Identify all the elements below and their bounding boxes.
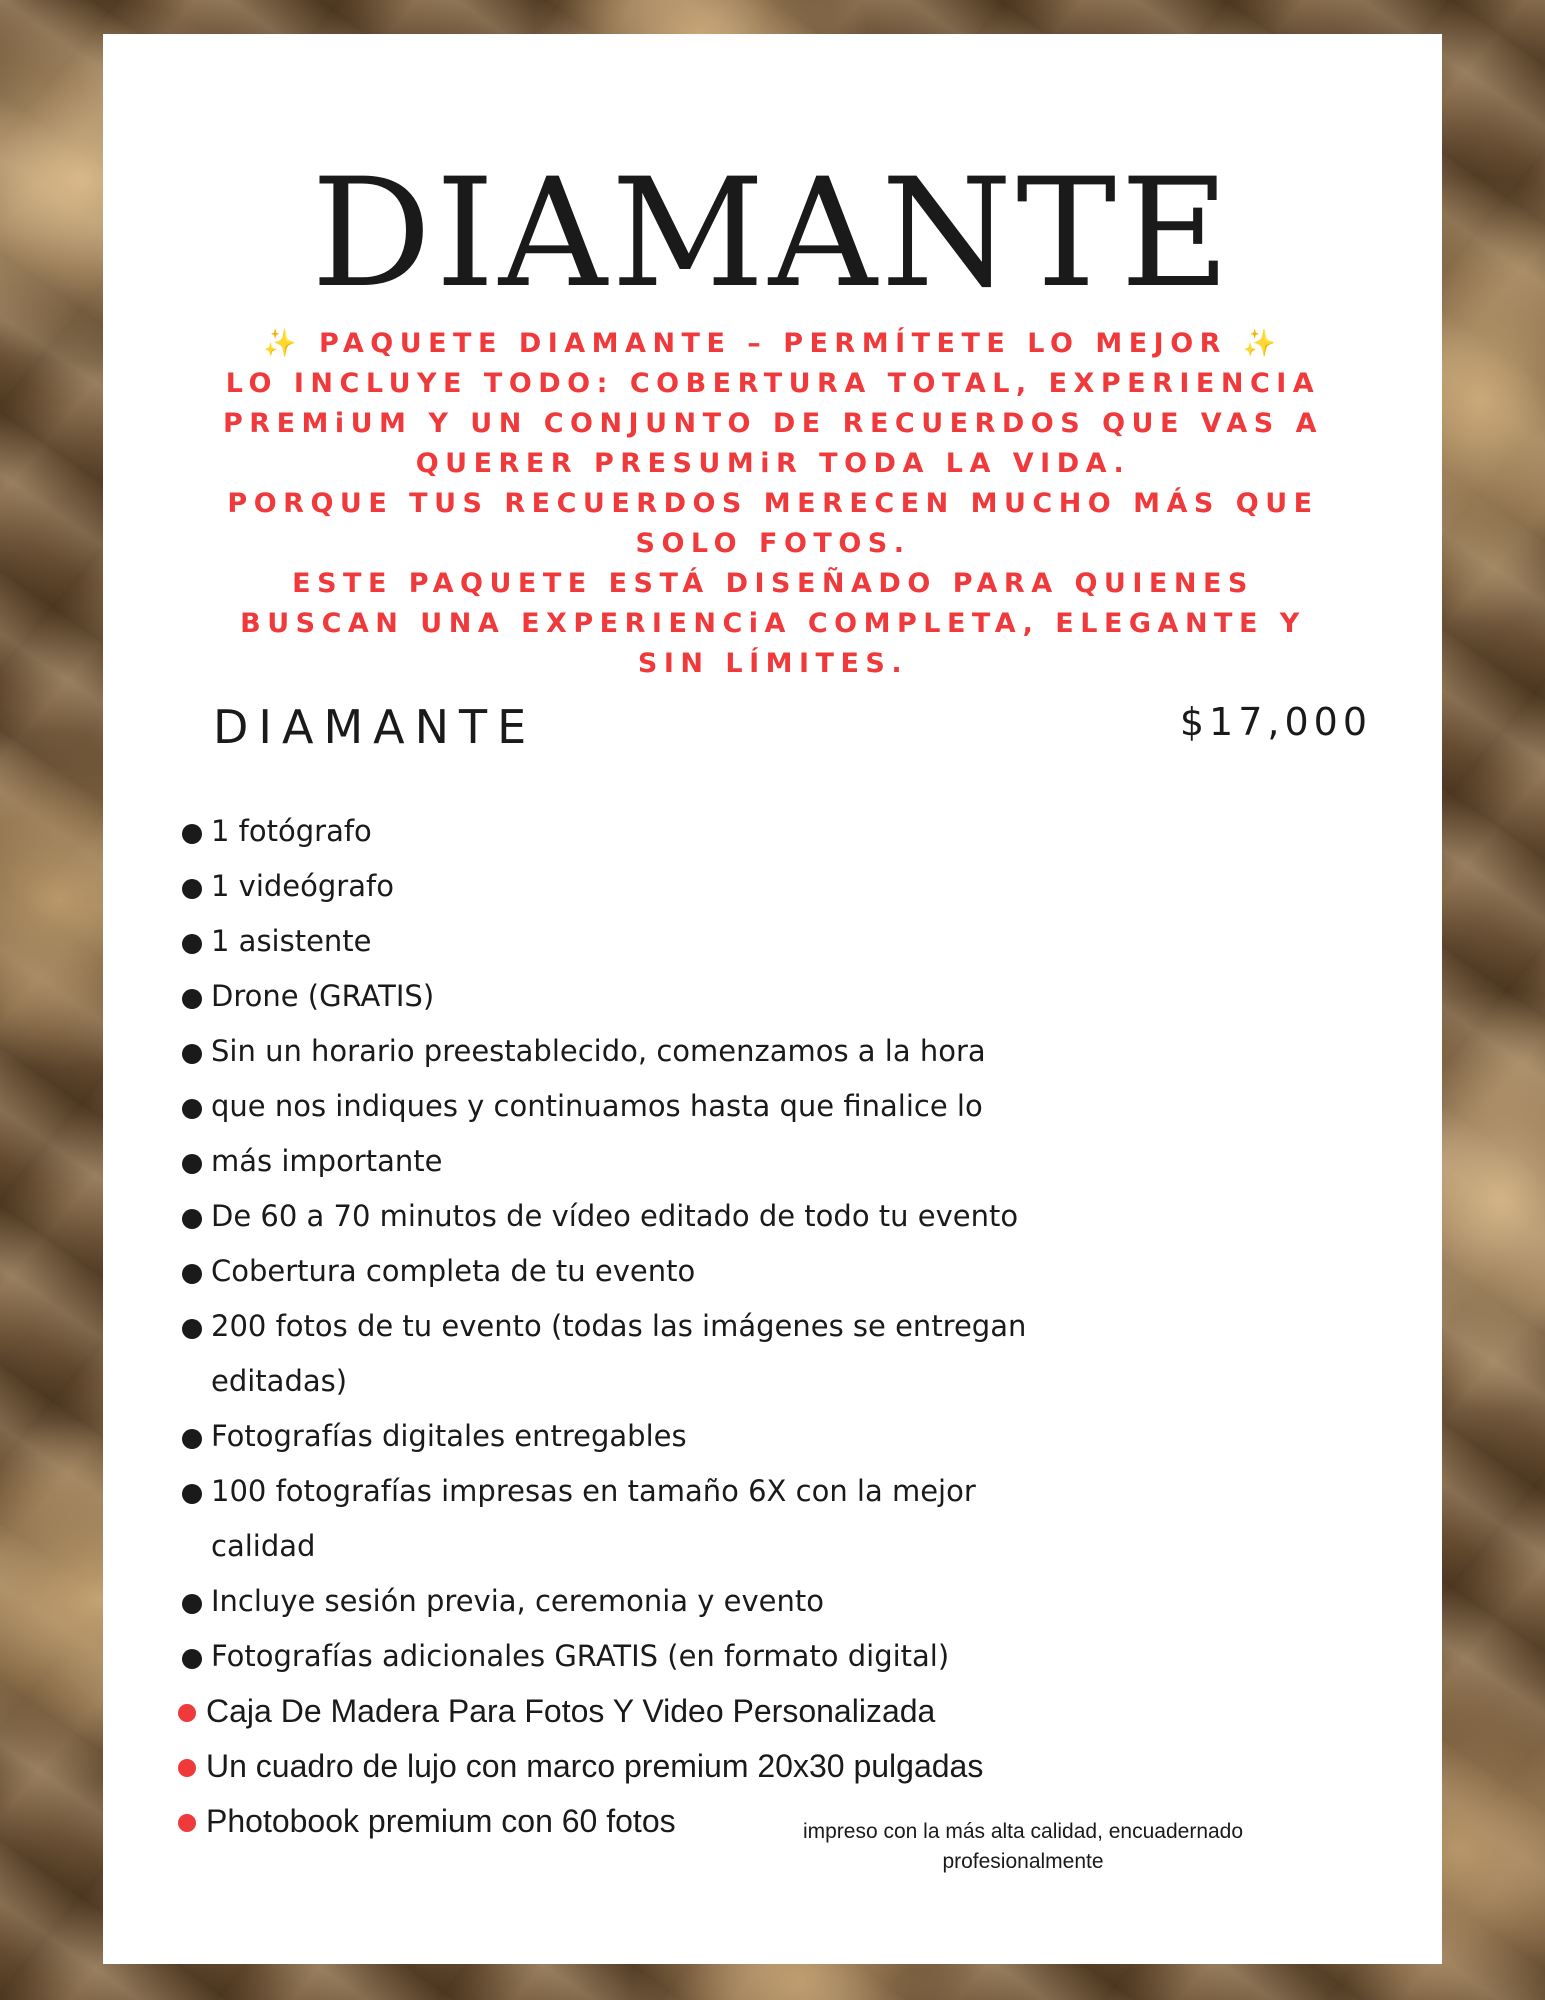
list-item — [178, 1244, 1358, 1299]
list-item-text: Fotografías adicionales GRATIS (en formato digital) — [211, 1639, 950, 1673]
list-item — [178, 859, 1358, 914]
red-bullet-icon — [178, 1704, 196, 1722]
extra-item — [178, 1739, 1358, 1794]
promo-line: QUERER PRESUMiR TODA LA VIDA. — [415, 448, 1131, 479]
package-name: DIAMANTE — [213, 700, 537, 754]
list-item-text: 1 videógrafo — [211, 869, 394, 903]
list-item-text: más importante — [211, 1144, 443, 1178]
package-price: $17,000 — [1179, 700, 1372, 744]
list-item — [178, 1574, 1358, 1629]
bullet-icon — [182, 1154, 202, 1174]
promo-line: SIN LÍMITES. — [637, 648, 909, 679]
bullet-icon — [182, 1484, 202, 1504]
note-line: profesionalmente — [942, 1850, 1104, 1873]
list-item — [178, 1629, 1358, 1684]
bullet-icon — [182, 1209, 202, 1229]
promo-line: LO INCLUYE TODO: COBERTURA TOTAL, EXPERIENCIA — [225, 368, 1321, 399]
extra-item-text: Un cuadro de lujo con marco premium 20x30 pulgadas — [206, 1748, 984, 1784]
feature-list — [178, 804, 1358, 1849]
list-item — [178, 1024, 1358, 1079]
photobook-note — [763, 1817, 1283, 1877]
red-bullet-icon — [178, 1814, 196, 1832]
promo-line: ✨ PAQUETE DIAMANTE – PERMÍTETE LO MEJOR ✨ — [263, 328, 1283, 359]
list-item-text-continued: calidad — [211, 1529, 316, 1563]
list-item — [178, 1299, 1358, 1409]
list-item — [178, 804, 1358, 859]
promo-line: ESTE PAQUETE ESTÁ DISEÑADO PARA QUIENES — [292, 568, 1254, 599]
bullet-icon — [182, 934, 202, 954]
list-item-text: Incluye sesión previa, ceremonia y evento — [211, 1584, 825, 1618]
promo-line: BUSCAN UNA EXPERIENCiA COMPLETA, ELEGANTE Y — [240, 608, 1306, 639]
promo-line: PORQUE TUS RECUERDOS MERECEN MUCHO MÁS QUE — [227, 488, 1319, 519]
list-item-text: Drone (GRATIS) — [211, 979, 435, 1013]
note-line: impreso con la más alta calidad, encuadernado — [802, 1820, 1244, 1843]
bullet-icon — [182, 824, 202, 844]
extra-item-text: Caja De Madera Para Fotos Y Video Personalizada — [206, 1693, 936, 1729]
list-item-text: Fotografías digitales entregables — [211, 1419, 687, 1453]
list-item-text: De 60 a 70 minutos de vídeo editado de todo tu evento — [211, 1199, 1019, 1233]
promo-line: PREMiUM Y UN CONJUNTO DE RECUERDOS QUE VAS A — [222, 408, 1323, 439]
list-item-text: 100 fotografías impresas en tamaño 6X con la mejor — [211, 1474, 976, 1508]
bullet-icon — [182, 1594, 202, 1614]
bullet-icon — [182, 989, 202, 1009]
bullet-icon — [182, 1649, 202, 1669]
list-item — [178, 914, 1358, 969]
list-item-text: Sin un horario preestablecido, comenzamos a la hora — [211, 1034, 986, 1068]
list-item — [178, 1464, 1358, 1574]
bullet-icon — [182, 1044, 202, 1064]
list-item — [178, 1134, 1358, 1189]
list-item-text: 1 asistente — [211, 924, 372, 958]
list-item — [178, 1189, 1358, 1244]
list-item-text: que nos indiques y continuamos hasta que finalice lo — [211, 1089, 983, 1123]
page-title: DIAMANTE — [311, 147, 1234, 321]
red-bullet-icon — [178, 1759, 196, 1777]
list-item — [178, 1409, 1358, 1464]
list-item-text: 200 fotos de tu evento (todas las imágenes se entregan — [211, 1309, 1027, 1343]
list-item-text: 1 fotógrafo — [211, 814, 372, 848]
promo-text — [173, 324, 1373, 684]
list-item — [178, 969, 1358, 1024]
promo-line: SOLO FOTOS. — [635, 528, 911, 559]
bullet-icon — [182, 1099, 202, 1119]
extra-item-text: Photobook premium con 60 fotos — [206, 1803, 676, 1839]
list-item-text: Cobertura completa de tu evento — [211, 1254, 696, 1288]
extra-item — [178, 1684, 1358, 1739]
bullet-icon — [182, 879, 202, 899]
bullet-icon — [182, 1429, 202, 1449]
bullet-icon — [182, 1264, 202, 1284]
list-item-text-continued: editadas) — [211, 1364, 348, 1398]
package-card — [103, 34, 1442, 1964]
bullet-icon — [182, 1319, 202, 1339]
list-item — [178, 1079, 1358, 1134]
